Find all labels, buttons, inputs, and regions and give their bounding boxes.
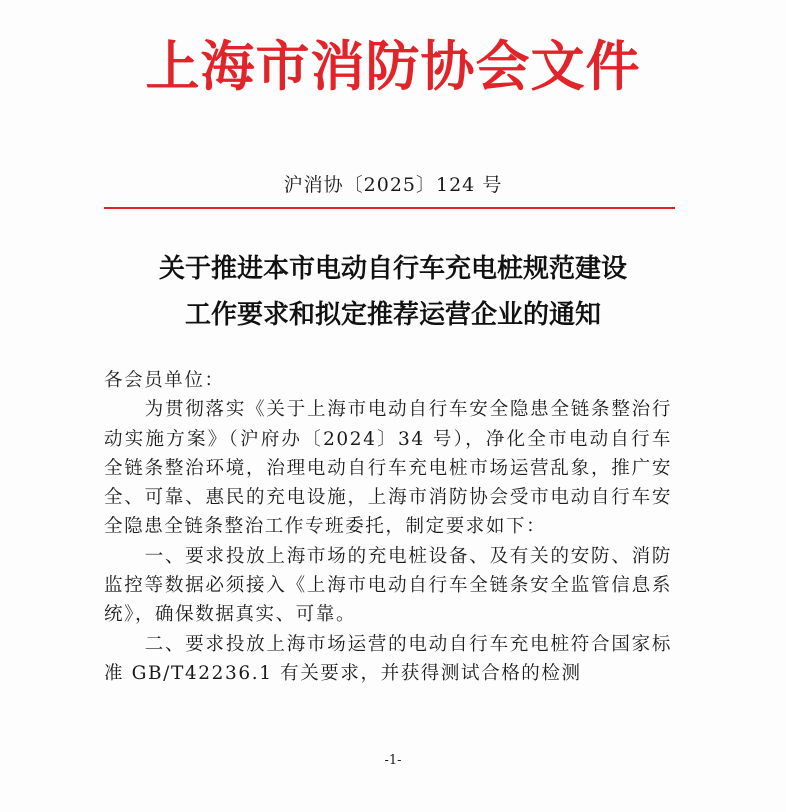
body-paragraph-intro: 为贯彻落实《关于上海市电动自行车安全隐患全链条整治行动实施方案》（沪府办〔2024〕34 号），净化全市电动自行车全链条整治环境，治理电动自行车充电桩市场运营乱象，推广安全、可靠、惠民的充电设施，上海市消防协会受市电动自行车安全隐患全链条整治工作专班委托，制定要求如下： bbox=[104, 399, 672, 538]
page-number: -1- bbox=[384, 753, 402, 768]
notice-title bbox=[0, 246, 786, 338]
org-masthead-title: 上海市消防协会文件 bbox=[145, 34, 641, 98]
red-divider-line bbox=[104, 207, 675, 209]
notice-body bbox=[104, 366, 672, 688]
notice-title-line-1: 关于推进本市电动自行车充电桩规范建设 bbox=[158, 254, 627, 284]
notice-title-line-2: 工作要求和拟定推荐运营企业的通知 bbox=[184, 300, 601, 330]
body-paragraph-item-1: 一、要求投放上海市场的充电桩设备、及有关的安防、消防监控等数据必须接入《上海市电动自行车全链条安全监管信息系统》，确保数据真实、可靠。 bbox=[104, 545, 672, 626]
document-number: 沪消协〔2025〕124 号 bbox=[283, 174, 503, 196]
body-paragraph-item-2: 二、要求投放上海市场运营的电动自行车充电桩符合国家标准 GB/T42236.1 有关要求，并获得测试合格的检测 bbox=[104, 633, 672, 684]
salutation: 各会员单位： bbox=[104, 370, 225, 391]
